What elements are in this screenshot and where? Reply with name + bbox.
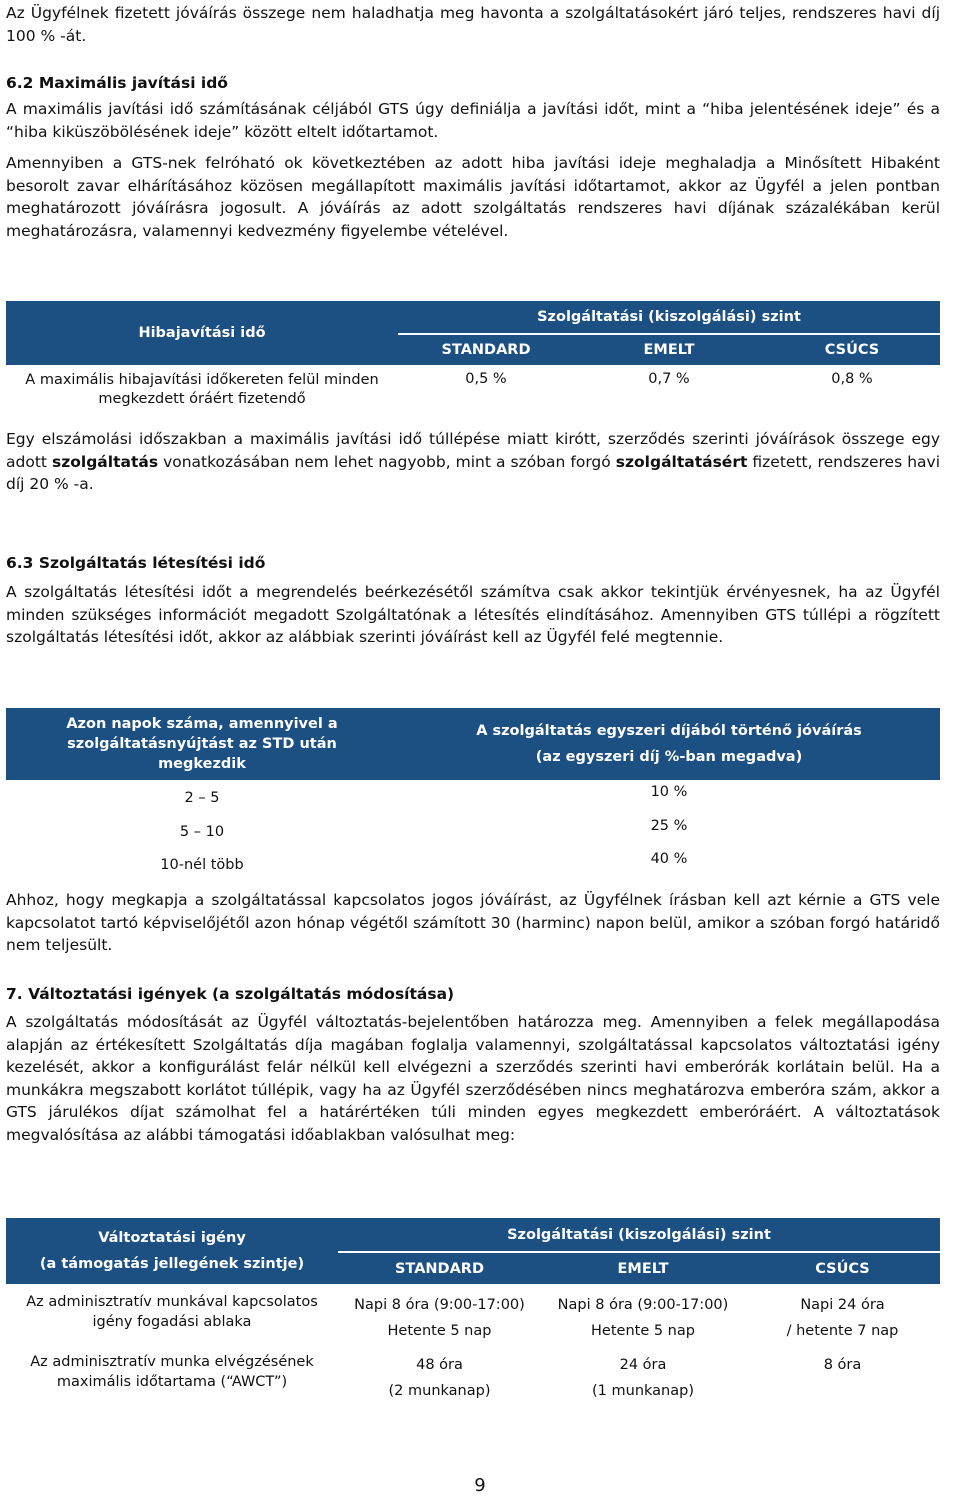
table-cell-days: 10-nél több [160,857,244,873]
table-row [6,1344,940,1404]
table-cell-days: 5 – 10 [179,824,225,840]
table-cell-value: 24 óra (1 munkanap) [592,1357,694,1399]
intro-paragraph [6,2,940,47]
installation-time-table [6,708,940,881]
table-header-emelt: EMELT [574,334,764,365]
table-cell-credit: 10 % [650,784,688,800]
section-paragraph: A szolgáltatás létesítési időt a megrendelés beérkezésétől számítva csak akkor tekintjük érvényesnek, ha az Ügyfél minden szükséges információt megadott Szolgáltatónak a létesítés elindításához. Amennyiben GTS túllépi a rögzített szolgáltatás létesítési időt, akkor az alábbiak szerinti jóváírást kell az Ügyfél felé megtennie. [6,583,940,647]
table-cell-value: 0,5 % [465,371,507,387]
paragraph-text: Egy elszámolási időszakban a maximális javítási idő túllépése miatt kirótt, szerződés szerinti jóváírások összege egy adott szolgáltatás vonatkozásában nem lehet nagyobb, mint a szóban forgó szolgáltatásért fizetett, rendszeres havi díj 20 % -a. [6,430,940,494]
table-cell-value: Napi 8 óra (9:00-17:00) Hetente 5 nap [557,1297,729,1339]
change-request-table [6,1218,940,1404]
table-row [6,365,940,415]
table-header-standard: STANDARD [398,334,574,365]
section-6-2-paragraph-2 [6,152,940,242]
table-cell-value: 0,7 % [648,371,690,387]
table-cell-value: Napi 24 óra / hetente 7 nap [786,1297,899,1339]
section-7 [6,983,940,1147]
table-cell-credit: 40 % [650,851,688,867]
repair-time-table [6,301,940,415]
table-row [6,847,940,881]
table-cell-value: 8 óra [823,1357,862,1373]
table-header-csucs: CSÚCS [764,334,940,365]
section-heading: 6.3 Szolgáltatás létesítési idő [6,554,266,572]
section-6-3 [6,552,940,649]
section-6-2 [6,72,940,143]
section-paragraph: A maximális javítási idő számításának céljából GTS úgy definiálja a javítási időt, mint a “hiba jelentésének ideje” és a “hiba kiküszöbölésének ideje” között eltelt időtartamot. [6,100,940,141]
table-header-service-level: Szolgáltatási (kiszolgálási) szint [338,1218,940,1252]
table-header-repair-time: Hibajavítási idő [6,301,398,365]
table-cell-label: Az adminisztratív munkával kapcsolatos igény fogadási ablaka [26,1294,318,1330]
table-header-credit: A szolgáltatás egyszeri díjából történő jóváírás (az egyszeri díj %-ban megadva) [398,708,940,780]
section-paragraph: A szolgáltatás módosítását az Ügyfél változtatás-bejelentőben határozza meg. Amennyiben a felek megállapodása alapján az értékesített Szolgáltatás díja magában foglalja valamennyi, szolgáltatással kapcsolatos változtatási igény kezelését, akkor a konfigurálást felár nélkül kell elvégezni a szerződés szerinti havi emberórák korlátain belül. Ha a munkákra megszabott korlátot túllépik, vagy ha az Ügyfél szerződésében nincs meghatározva emberóra szám, akkor a GTS járulékos díjat számolhat fel a határértéken túli minden egyes megkezdett emberóráért. A változtatások megvalósítása az alábbi támogatási időablakban valósulhat meg: [6,1013,940,1144]
table-header-days: Azon napok száma, amennyivel a szolgáltatásnyújtást az STD után megkezdik [6,708,398,780]
table-cell-value: 0,8 % [831,371,873,387]
table-row [6,780,940,814]
table-header-emelt: EMELT [541,1252,745,1284]
table-header-standard: STANDARD [338,1252,541,1284]
after-table-2-paragraph [6,889,940,957]
table-cell-value: Napi 8 óra (9:00-17:00) Hetente 5 nap [354,1297,525,1339]
section-heading: 7. Változtatási igények (a szolgáltatás módosítása) [6,985,455,1003]
table-cell-label: A maximális hibajavítási időkereten felül minden megkezdett óráért fizetendő [25,372,379,407]
intro-text: Az Ügyfélnek fizetett jóváírás összege nem haladhatja meg havonta a szolgáltatásokért járó teljes, rendszeres havi díj 100 % -át. [6,4,940,45]
table-header-change-request: Változtatási igény (a támogatás jellegének szintje) [6,1218,338,1284]
table-header-csucs: CSÚCS [745,1252,940,1284]
paragraph-text: Ahhoz, hogy megkapja a szolgáltatással kapcsolatos jogos jóváírást, az Ügyfélnek írásban kell azt kérnie a GTS vele kapcsolatot tartó képviselőjétől azon hónap végétől számított 30 (harminc) napon belül, amikor a szóban forgó határidő nem teljesült. [6,891,940,955]
table-row [6,814,940,847]
table-cell-credit: 25 % [650,818,688,834]
table-cell-value: 48 óra (2 munkanap) [388,1357,491,1399]
page-number: 9 [474,1475,486,1496]
table-header-service-level: Szolgáltatási (kiszolgálási) szint [398,301,940,334]
table-cell-days: 2 – 5 [184,790,220,806]
table-row [6,1284,940,1344]
after-table-1-paragraph [6,428,940,496]
section-paragraph: Amennyiben a GTS-nek felróható ok következtében az adott hiba javítási ideje meghaladja a Minősített Hibaként besorolt zavar elhárításához közösen megállapított maximális javítási időtartamot, akkor az Ügyfél a jelen pontban meghatározott jóváírásra jogosult. A jóváírás az adott szolgáltatás rendszeres havi díjának százalékában kerül meghatározásra, valamennyi kedvezmény figyelembe vételével. [6,154,940,240]
table-cell-label: Az adminisztratív munka elvégzésének maximális időtartama (“AWCT”) [30,1354,314,1390]
section-heading: 6.2 Maximális javítási idő [6,74,228,92]
